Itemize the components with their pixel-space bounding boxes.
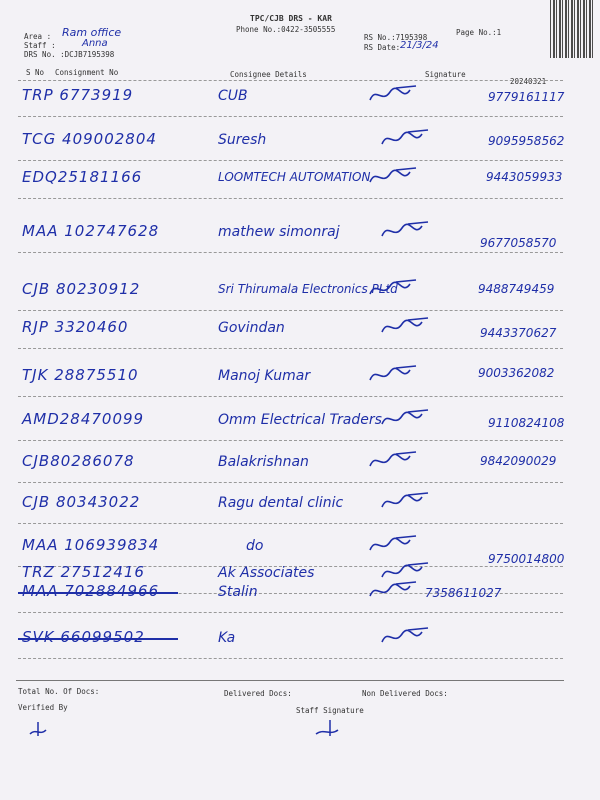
non-delivered-docs-label: Non Delivered Docs:	[362, 689, 448, 698]
row-separator	[18, 612, 563, 613]
row-separator	[18, 252, 563, 253]
consignment-number: TJK 28875510	[22, 366, 139, 384]
delivered-docs-label: Delivered Docs:	[224, 689, 292, 698]
recipient-signature	[366, 578, 426, 604]
rs-date-value: 21/3/24	[400, 40, 439, 51]
row-separator	[18, 198, 563, 199]
col-consignment: Consignment No	[55, 68, 119, 77]
recipient-signature	[366, 82, 426, 108]
consignment-number: TCG 409002804	[22, 130, 157, 148]
consignee-phone: 9110824108	[488, 416, 565, 430]
recipient-signature	[378, 314, 438, 340]
recipient-signature	[378, 218, 438, 244]
total-docs-label: Total No. Of Docs:	[18, 687, 100, 696]
verified-by-label: Verified By	[18, 703, 68, 712]
recipient-signature	[378, 624, 438, 650]
row-separator	[18, 160, 563, 161]
consignee-name: Ak Associates	[218, 565, 315, 581]
row-separator	[18, 396, 563, 397]
area-value: Ram office	[62, 26, 122, 39]
consignment-number: MAA 106939834	[22, 536, 160, 554]
footer-rule	[16, 680, 564, 681]
drs-number: DRS No. :DCJB7195398	[24, 50, 115, 59]
consignment-number: RJP 3320460	[22, 318, 129, 336]
consignee-phone: 9750014800	[488, 552, 565, 566]
consignee-name: Suresh	[218, 132, 267, 148]
consignee-phone: 9003362082	[478, 366, 555, 380]
consignment-number: SVK 66099502	[22, 628, 145, 646]
strike-through-mark	[18, 638, 178, 640]
consignee-phone: 9677058570	[480, 236, 557, 250]
consignee-name: Balakrishnan	[218, 454, 309, 470]
recipient-signature	[366, 276, 426, 302]
barcode-graphic	[550, 0, 594, 58]
consignee-phone: 9443370627	[480, 326, 557, 340]
row-separator	[18, 658, 563, 659]
consignee-phone: 9488749459	[478, 282, 555, 296]
staff-signature-label: Staff Signature	[296, 706, 364, 715]
header-rule	[18, 80, 563, 81]
consignment-number: CJB80286078	[22, 452, 135, 470]
date-stamp: 20240321	[510, 77, 547, 86]
consignment-number: AMD28470099	[22, 410, 145, 428]
recipient-signature	[378, 489, 438, 515]
row-separator	[18, 348, 563, 349]
staff-label: Staff :	[24, 41, 56, 50]
consignee-name: LOOMTECH AUTOMATION	[218, 170, 371, 184]
recipient-signature	[366, 532, 426, 558]
staff-value: Anna	[82, 38, 108, 49]
verifier-signature	[26, 712, 56, 742]
phone-number: Phone No.:0422-3505555	[236, 25, 336, 34]
report-title: TPC/CJB DRS - KAR	[250, 14, 332, 23]
consignee-name: Ragu dental clinic	[218, 495, 344, 511]
consignee-name: Govindan	[218, 320, 285, 336]
row-separator	[18, 116, 563, 117]
consignee-name: Sri Thirumala Electronics PLtd	[218, 282, 398, 296]
consignee-phone: 7358611027	[425, 586, 502, 600]
consignee-name: Omm Electrical Traders	[218, 412, 382, 428]
consignment-number: TRP 6773919	[22, 86, 134, 104]
row-separator	[18, 440, 563, 441]
row-separator	[18, 310, 563, 311]
consignment-number: TRZ 27512416	[22, 563, 145, 581]
consignee-phone: 9095958562	[488, 134, 565, 148]
col-consignee: Consignee Details	[230, 70, 307, 79]
recipient-signature	[378, 126, 438, 152]
consignee-phone: 9842090029	[480, 454, 557, 468]
rs-date-label: RS Date:	[364, 43, 401, 52]
consignment-number: MAA 102747628	[22, 222, 160, 240]
strike-through-mark	[18, 592, 178, 594]
consignee-name: Ka	[218, 630, 236, 646]
consignee-name: mathew simonraj	[218, 224, 340, 240]
row-separator	[18, 523, 563, 524]
page-number: Page No.:1	[456, 28, 502, 37]
col-signature: Signature	[425, 70, 466, 79]
consignment-number: EDQ25181166	[22, 168, 143, 186]
recipient-signature	[366, 362, 426, 388]
consignment-number: CJB 80230912	[22, 280, 141, 298]
consignee-name: do	[246, 538, 264, 554]
consignee-name: Manoj Kumar	[218, 368, 311, 384]
consignment-number: CJB 80343022	[22, 493, 141, 511]
col-sno: S No	[26, 68, 45, 77]
recipient-signature	[366, 448, 426, 474]
consignee-phone: 9779161117	[488, 90, 565, 104]
recipient-signature	[366, 164, 426, 190]
rs-number: RS No.:7195398	[364, 33, 428, 42]
recipient-signature	[378, 406, 438, 432]
staff-signature	[312, 714, 352, 740]
consignment-number: MAA 702884966	[22, 582, 160, 600]
consignee-name: CUB	[218, 88, 248, 104]
area-label: Area :	[24, 32, 52, 41]
consignee-phone: 9443059933	[486, 170, 563, 184]
row-separator	[18, 482, 563, 483]
consignee-name: Stalin	[218, 584, 258, 600]
